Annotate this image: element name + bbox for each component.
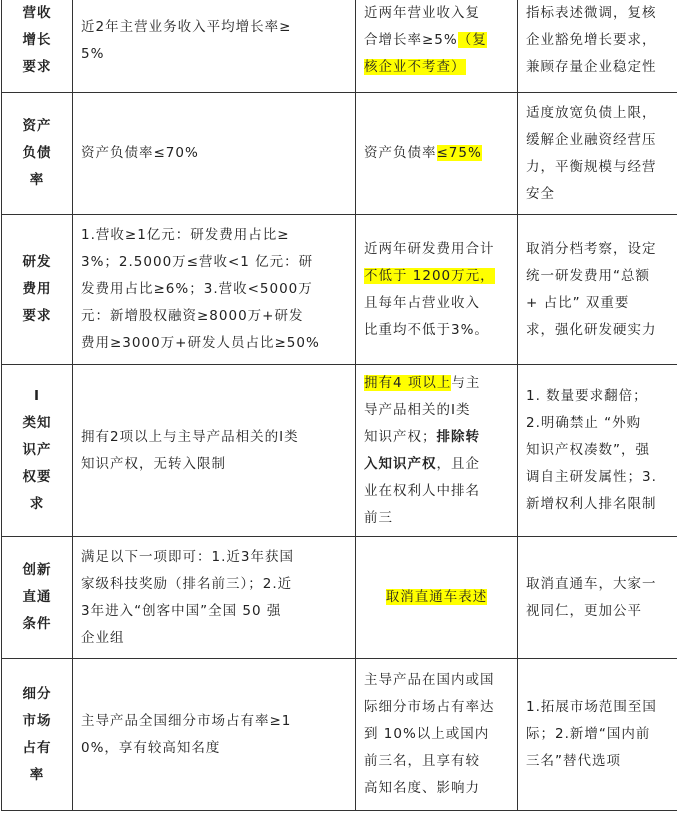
- cell-line: [81, 330, 347, 357]
- cell-line: 创新: [22, 562, 52, 578]
- cell-line: [364, 721, 509, 748]
- cell-line: 求: [29, 496, 45, 512]
- cell-line: 企业豁免增长要求，: [526, 32, 657, 48]
- cell-line: 取消直通车，大家一: [526, 575, 657, 592]
- cell-line: [81, 140, 347, 167]
- cell-line: 条件: [22, 616, 52, 632]
- text-segment: ，且企: [436, 455, 480, 472]
- cell-line: [81, 451, 347, 478]
- cell-line: 新增权利人排名限制: [526, 496, 657, 512]
- table-row: [2, 0, 677, 93]
- text-segment: 发费用占比≥6%；3.营收<5000万: [81, 281, 313, 297]
- cell-line: [364, 424, 509, 451]
- cell-line: [364, 775, 509, 802]
- original-criteria-cell: [73, 215, 356, 365]
- item-cell: [2, 0, 73, 93]
- cell-line: [81, 276, 347, 303]
- change-note-cell: [518, 0, 677, 93]
- cell-line: 负债: [22, 145, 52, 161]
- cell-line: [364, 370, 509, 397]
- text-segment: 合增长率≥5%: [364, 32, 458, 48]
- cell-line: 安全: [526, 185, 555, 202]
- cell-line: [81, 708, 347, 735]
- cell-line: 取消分档考察，设定: [526, 240, 657, 257]
- text-segment: 近两年营业收入复: [364, 5, 480, 21]
- cell-line: [364, 27, 509, 54]
- cell-line: 识产: [22, 442, 52, 458]
- cell-line: [81, 249, 347, 276]
- change-note-cell: [518, 93, 677, 215]
- highlighted-text: 拥有4 项以上: [364, 374, 452, 391]
- highlighted-text: ≤75%: [436, 145, 482, 161]
- cell-line: [364, 236, 509, 263]
- cell-line: [364, 748, 509, 775]
- cell-line: 1. 数量要求翻倍；: [526, 388, 648, 404]
- text-segment: 3%；2.5000万≤营收<1 亿元：研: [81, 254, 314, 270]
- original-criteria-cell: [73, 365, 356, 537]
- table-row: [2, 215, 677, 365]
- text-segment: 家级科技奖励（排名前三）；2.近: [81, 575, 293, 592]
- text-segment: 知识产权，无转入限制: [81, 455, 226, 472]
- text-segment: 1.营收≥1亿元：研发费用占比≥: [81, 227, 290, 243]
- text-segment: 际细分市场占有率达: [364, 699, 495, 715]
- highlighted-text: 取消直通车表述: [385, 589, 488, 605]
- table-row: [2, 537, 677, 659]
- cell-line: 兼顾存量企业稳定性: [526, 59, 657, 75]
- item-cell: [2, 365, 73, 537]
- text-segment: 主导产品在国内或国: [364, 672, 495, 688]
- item-cell: [2, 659, 73, 811]
- cell-line: 资产: [22, 118, 52, 134]
- cell-line: 研发: [22, 254, 52, 270]
- cell-line: 调自主研发属性；3.: [526, 469, 657, 485]
- change-note-cell: [518, 659, 677, 811]
- text-segment: 导产品相关的Ⅰ类: [364, 401, 471, 418]
- cell-line: 适度放宽负债上限，: [526, 104, 657, 121]
- text-segment: 资产负债率≤70%: [81, 145, 199, 161]
- text-segment: 业在权利人中排名: [364, 482, 480, 499]
- cell-line: 权要: [22, 469, 52, 485]
- cell-line: 求，强化研发硬实力: [526, 321, 657, 338]
- item-cell: [2, 537, 73, 659]
- original-criteria-cell: [73, 93, 356, 215]
- revised-criteria-cell: [356, 365, 518, 537]
- text-segment: 5%: [81, 45, 105, 62]
- cell-line: [81, 303, 347, 330]
- change-note-cell: [518, 365, 677, 537]
- text-segment: 资产负债率: [364, 145, 437, 161]
- cell-line: 要求: [22, 59, 52, 75]
- text-segment: 拥有2项以上与主导产品相关的Ⅰ类: [81, 428, 299, 445]
- cell-line: [81, 625, 347, 652]
- cell-line: [81, 544, 347, 571]
- revised-criteria-cell: [356, 215, 518, 365]
- cell-line: 率: [29, 766, 45, 783]
- text-segment: 0%，享有较高知名度: [81, 739, 221, 756]
- bold-text: 排除转: [436, 428, 480, 445]
- cell-line: 知识产权凑数”，强: [526, 442, 650, 458]
- bold-text: 入知识产权: [364, 455, 437, 472]
- cell-line: 1.拓展市场范围至国: [526, 699, 657, 715]
- text-segment: 元：新增股权融资≥8000万+研发: [81, 308, 304, 324]
- text-segment: 高知名度、影响力: [364, 780, 480, 796]
- cell-line: 际；2.新增“国内前: [526, 726, 651, 742]
- item-cell: [2, 93, 73, 215]
- cell-line: [81, 598, 347, 625]
- cell-line: [364, 667, 509, 694]
- cell-line: 增长: [22, 32, 52, 48]
- cell-line: [364, 694, 509, 721]
- item-cell: [2, 215, 73, 365]
- cell-line: 要求: [22, 308, 52, 324]
- highlighted-text: （复: [457, 32, 487, 48]
- text-segment: 到 10%以上或国内: [364, 726, 490, 742]
- revised-criteria-cell: [356, 93, 518, 215]
- cell-line: [81, 424, 347, 451]
- cell-line: [364, 584, 509, 611]
- cell-line: [364, 140, 509, 167]
- policy-comparison-table: [1, 0, 677, 811]
- cell-line: [364, 263, 509, 290]
- cell-line: 视同仁，更加公平: [526, 602, 642, 619]
- cell-line: 营收: [22, 5, 52, 21]
- highlighted-text: 不低于 1200万元，: [364, 267, 495, 284]
- cell-line: [81, 735, 347, 762]
- cell-line: [364, 478, 509, 505]
- cell-line: 占有: [22, 739, 52, 756]
- cell-line: 类知: [22, 415, 52, 431]
- cell-line: 统一研发费用“总额: [526, 267, 650, 284]
- cell-line: 率: [29, 172, 45, 188]
- revised-criteria-cell: [356, 537, 518, 659]
- cell-line: 力，平衡规模与经营: [526, 158, 657, 175]
- text-segment: 3年进入“创客中国”全国 50 强: [81, 602, 282, 619]
- cell-line: [364, 505, 509, 532]
- cell-line: [364, 0, 509, 27]
- original-criteria-cell: [73, 0, 356, 93]
- cell-line: [81, 41, 347, 68]
- text-segment: 知识产权；: [364, 428, 437, 445]
- table-row: [2, 365, 677, 537]
- cell-line: 市场: [22, 712, 52, 729]
- revised-criteria-cell: [356, 0, 518, 93]
- cell-line: [364, 397, 509, 424]
- cell-line: [81, 222, 347, 249]
- text-segment: 且每年占营业收入: [364, 294, 480, 311]
- cell-line: 细分: [22, 685, 52, 702]
- text-segment: 前三名，且享有较: [364, 753, 480, 769]
- cell-line: [364, 451, 509, 478]
- table-row: [2, 93, 677, 215]
- cell-line: [81, 571, 347, 598]
- cell-line: [81, 14, 347, 41]
- text-segment: 比重均不低于3%。: [364, 321, 489, 338]
- cell-line: 2.明确禁止 “外购: [526, 415, 642, 431]
- original-criteria-cell: [73, 659, 356, 811]
- text-segment: 满足以下一项即可：1.近3年获国: [81, 548, 294, 565]
- cell-line: 指标表述微调，复核: [526, 5, 657, 21]
- table-row: [2, 659, 677, 811]
- cell-line: [364, 290, 509, 317]
- text-segment: 前三: [364, 509, 393, 526]
- revised-criteria-cell: [356, 659, 518, 811]
- original-criteria-cell: [73, 537, 356, 659]
- text-segment: 近两年研发费用合计: [364, 240, 495, 257]
- cell-line: 缓解企业融资经营压: [526, 131, 657, 148]
- cell-line: 直通: [22, 589, 52, 605]
- cell-line: 三名”替代选项: [526, 753, 621, 769]
- text-segment: 企业组: [81, 629, 125, 646]
- text-segment: 主导产品全国细分市场占有率≥1: [81, 712, 292, 729]
- cell-line: + 占比” 双重要: [526, 294, 630, 311]
- cell-line: [364, 317, 509, 344]
- highlighted-text: 核企业不考查）: [364, 59, 466, 75]
- change-note-cell: [518, 537, 677, 659]
- text-segment: 费用≥3000万+研发人员占比≥50%: [81, 335, 320, 351]
- text-segment: 与主: [451, 374, 481, 391]
- change-note-cell: [518, 215, 677, 365]
- cell-line: I: [33, 388, 41, 404]
- text-segment: 近2年主营业务收入平均增长率≥: [81, 18, 292, 35]
- cell-line: [364, 54, 509, 81]
- cell-line: 费用: [22, 281, 52, 297]
